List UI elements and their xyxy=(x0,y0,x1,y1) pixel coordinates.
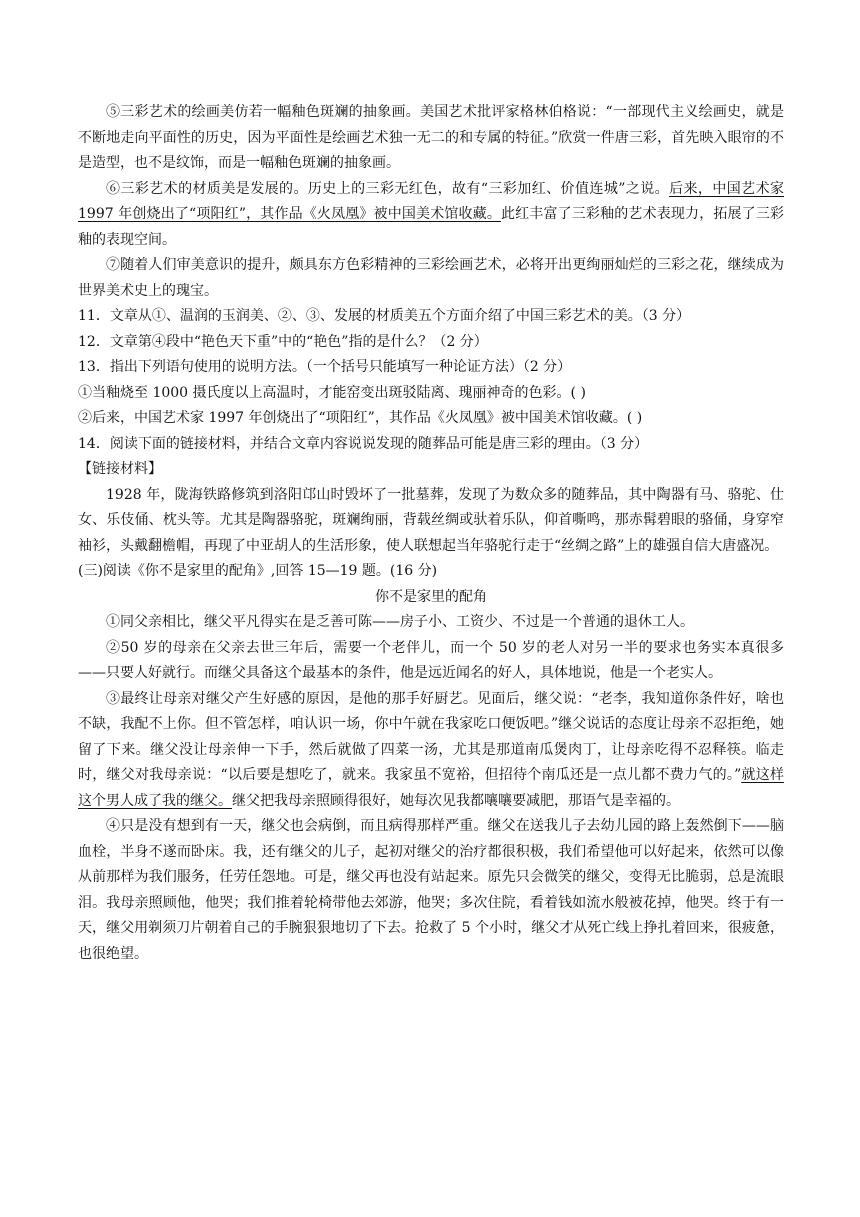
link-material-heading: 【链接材料】 xyxy=(78,461,162,477)
question-11: 11．文章从①、温润的玉润美、②、③、发展的材质美五个方面介绍了中国三彩艺术的美。（3 分） xyxy=(78,308,691,324)
exam-page xyxy=(78,100,784,967)
article-paragraph-1: ①同父亲相比，继父平凡得实在是乏善可陈——房子小、工资少、不过是一个普通的退休工人。 xyxy=(106,614,694,630)
article-paragraph-3 xyxy=(78,687,784,815)
paragraph-5: ⑤三彩艺术的绘画美仿若一幅釉色斑斓的抽象画。美国艺术批评家格林伯格说：“一部现代主义绘画史，就是不断地走向平面性的历史，因为平面性是绘画艺术独一无二的和专属的特征。”欣赏一件唐三彩，首先映入眼帘的不是造型，也不是纹饰，而是一幅釉色斑斓的抽象画。 xyxy=(78,104,784,171)
question-12: 12．文章第④段中“艳色天下重”中的“艳色”指的是什么？（2 分） xyxy=(78,333,488,350)
paragraph-6-text: ⑥三彩艺术的材质美是发展的。历史上的三彩无红色，故有“三彩加红、价值连城”之说。 xyxy=(106,180,670,197)
article-paragraph-2: ②50 岁的母亲在父亲去世三年后，需要一个老伴儿，而一个 50 岁的老人对另一半的要求也务实本真很多——只要人好就行。而继父具备这个最基本的条件，他是远近闻名的好人，具体地说，他是一个老实人。 xyxy=(78,639,784,681)
question-13: 13．指出下列语句使用的说明方法。（一个括号只能填写一种论证方法）（2 分） xyxy=(78,359,572,375)
link-material-body: 1928 年，陇海铁路修筑到洛阳邙山时毁坏了一批墓葬，发现了为数众多的随葬品，其中陶器有马、骆驼、仕女、乐伎俑、枕头等。尤其是陶器骆驼，斑斓绚丽，背载丝绸或驮着乐队，仰首嘶鸣，那赤髯碧眼的骆俑，身穿窄袖衫，头戴翻檐帽，再现了中亚胡人的生活形象，使人联想起当年骆驼行走于“丝绸之路”上的雄强自信大唐盛况。 xyxy=(78,486,784,554)
paragraph-7: ⑦随着人们审美意识的提升，颇具东方色彩精神的三彩绘画艺术，必将开出更绚丽灿烂的三彩之花，继续成为世界美术史上的瑰宝。 xyxy=(78,257,784,299)
article-paragraph-4: ④只是没有想到有一天，继父也会病倒，而且病得那样严重。继父在送我儿子去幼儿园的路上轰然倒下——脑血栓，半身不遂而卧床。我，还有继父的儿子，起初对继父的治疗都很积极，我们希望他可以好起来，依然可以像从前那样为我们服务，任劳任怨地。可是，继父再也没有站起来。原先只会微笑的继父，变得无比脆弱，总是流眼泪。我母亲照顾他，他哭；我们推着轮椅带他去郊游，他哭；多次住院，看着钱如流水般被花掉，他哭。终于有一天，继父用剃须刀片朝着自己的手腕狠狠地切了下去。抢救了 5 个小时，继父才从死亡线上挣扎着回来，很疲惫，也很绝望。 xyxy=(78,818,784,962)
article-paragraph-3-text: ③最终让母亲对继父产生好感的原因，是他的那手好厨艺。见面后，继父说：“老李，我知道你条件好，啥也不缺，我配不上你。但不管怎样，咱认识一场，你中午就在我家吃口便饭吧。”继父说话的态度让母亲不忍拒绝，她留了下来。继父没让母亲伸一下手，然后就做了四菜一汤，尤其是那道南瓜煲肉丁，让母亲吃得不忍释筷。临走时，继父对我母亲说：“以后要是想吃了，就来。我家虽不宽裕，但招待个南瓜还是一点儿都不费力气的。” xyxy=(78,690,784,783)
question-13-item-1: ①当釉烧至 1000 摄氏度以上高温时，才能窑变出斑驳陆离、瑰丽神奇的色彩。( ) xyxy=(78,384,586,401)
question-13-item-2: ②后来，中国艺术家 1997 年创烧出了“项阳红”，其作品《火凤凰》被中国美术馆收藏。( ) xyxy=(78,410,643,426)
article-paragraph-3-text-end: 继父把我母亲照顾得很好，她每次见我都嚷嚷要减肥，那语气是幸福的。 xyxy=(232,792,680,809)
question-14: 14．阅读下面的链接材料，并结合文章内容说说发现的随葬品可能是唐三彩的理由。（3 分） xyxy=(78,435,649,452)
article-title: 你不是家里的配角 xyxy=(375,588,487,605)
section-3-intro: (三)阅读《你不是家里的配角》,回答 15—19 题。(16 分) xyxy=(78,563,438,579)
paragraph-6 xyxy=(78,177,784,254)
paragraph-6-text-end: 此红丰富了三彩釉的艺术表现力，拓展了三彩釉的表现空间。 xyxy=(78,206,784,248)
article-paragraph-3-underlined-sentence: 就这样这个男人成了我的继父。 xyxy=(78,767,785,809)
paragraph-6-underlined-sentence: 后来，中国艺术家 1997 年创烧出了“项阳红”，其作品《火凤凰》被中国美术馆收藏。 xyxy=(78,180,785,222)
